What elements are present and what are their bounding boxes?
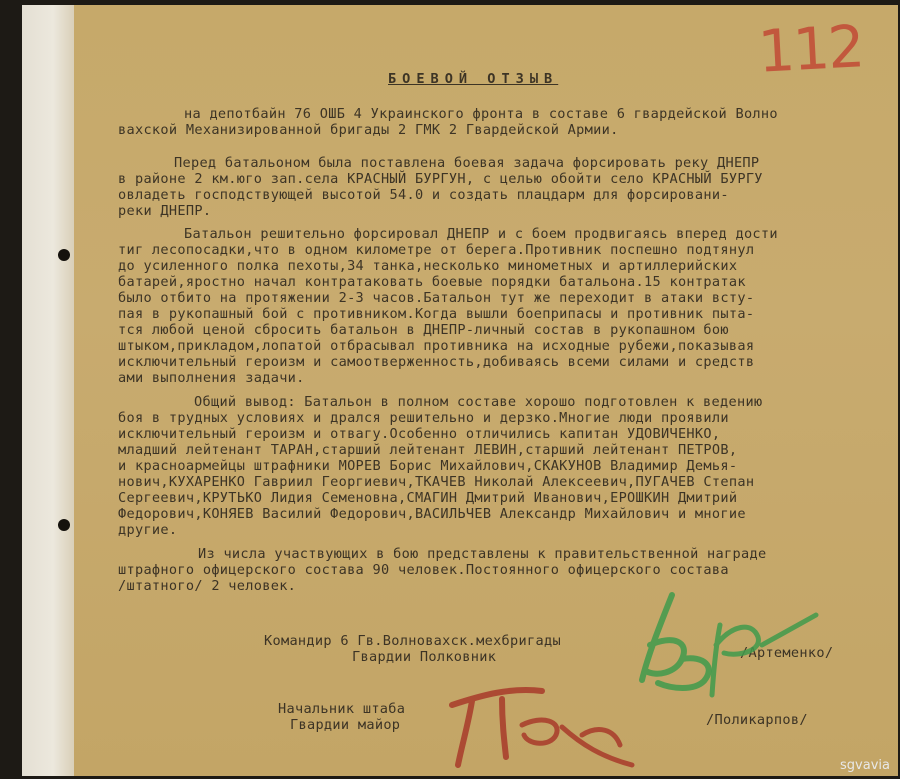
punch-hole (58, 519, 70, 531)
text-line: овладеть господствующей высотой 54.0 и создать плацдарм для форсировани- (118, 187, 729, 203)
text-line: реки ДНЕПР. (118, 203, 212, 219)
text-line: исключительный героизм и отвагу.Особенно отличились капитан УДОВИЧЕНКО, (118, 426, 721, 442)
text-line: вахской Механизированной бригады 2 ГМК 2 Гвардейской Армии. (118, 122, 619, 138)
text-line: нович,КУХАРЕНКО Гавриил Георгиевич,ТКАЧЕВ Николай Алексеевич,ПУГАЧЕВ Степан (118, 474, 755, 490)
text-line: Федорович,КОНЯЕВ Василий Федорович,ВАСИЛЬЧЕВ Александр Михайлович и многие (118, 506, 746, 522)
commander-name: /Артеменко/ (740, 645, 834, 661)
text-line: Общий вывод: Батальон в полном составе хорошо подготовлен к ведению (194, 394, 763, 410)
text-line: /штатного/ 2 человек. (118, 578, 297, 594)
text-line: исключительный героизм и самоотверженность,добиваясь всеми силами и средств (118, 354, 755, 370)
chief-of-staff-role: Начальник штаба (278, 701, 406, 717)
text-line: штрафного офицерского состава 90 человек.Постоянного офицерского состава (118, 562, 729, 578)
text-line: штыком,прикладом,лопатой отбрасывал противника на исходные рубежи,показывая (118, 338, 755, 354)
text-line: было отбито на протяжении 2-3 часов.Батальон тут же переходит в атаки всту- (118, 290, 755, 306)
chief-of-staff-rank: Гвардии майор (290, 717, 401, 733)
text-line: ами выполнения задачи. (118, 370, 305, 386)
text-line: Батальон решительно форсировал ДНЕПР и с боем продвигаясь вперед дости (184, 226, 778, 242)
document-title: БОЕВОЙ ОТЗЫВ (388, 71, 559, 87)
text-line: пая в рукопашный бой с противником.Когда вышли боеприпасы и противник пыта- (118, 306, 755, 322)
text-line: младший лейтенант ТАРАН,старший лейтенант ЛЕВИН,старший лейтенант ПЕТРОВ, (118, 442, 738, 458)
text-line: тиг лесопосадки,что в одном километре от берега.Противник поспешно подтянул (118, 242, 755, 258)
text-line: Из числа участвующих в бою представлены к правительственной награде (198, 546, 767, 562)
text-line: тся любой ценой сбросить батальон в ДНЕПР-личный состав в рукопашном бою (118, 322, 729, 338)
commander-role: Командир 6 Гв.Волновахск.мехбригады (264, 633, 561, 649)
text-line: в районе 2 км.юго зап.села КРАСНЫЙ БУРГУН, с целью обойти село КРАСНЫЙ БУРГУ (118, 171, 763, 187)
page-number: 112 (756, 12, 865, 86)
text-line: другие. (118, 522, 178, 538)
watermark: sgvavia (840, 758, 890, 773)
left-margin-strip (22, 5, 74, 776)
text-line: боя в трудных условиях и дрался решительно и дерзко.Многие люди проявили (118, 410, 729, 426)
chief-of-staff-name: /Поликарпов/ (706, 712, 808, 728)
text-line: до усиленного полка пехоты,34 танка,несколько минометных и артиллерийских (118, 258, 738, 274)
text-line: Сергеевич,КРУТЬКО Лидия Семеновна,СМАГИН Дмитрий Иванович,ЕРОШКИН Дмитрий (118, 490, 738, 506)
red-signature-icon (432, 665, 662, 775)
document-page (22, 5, 898, 776)
commander-rank: Гвардии Полковник (352, 649, 497, 665)
text-line: Перед батальоном была поставлена боевая задача форсировать реку ДНЕПР (174, 155, 760, 171)
punch-hole (58, 249, 70, 261)
text-line: батарей,яростно начал контратаковать боевые порядки батальона.15 контратак (118, 274, 746, 290)
text-line: и красноармейцы штрафники МОРЕВ Борис Михайлович,СКАКУНОВ Владимир Демья- (118, 458, 738, 474)
text-line: на депотбайн 76 ОШБ 4 Украинского фронта в составе 6 гвардейской Волно (184, 106, 778, 122)
